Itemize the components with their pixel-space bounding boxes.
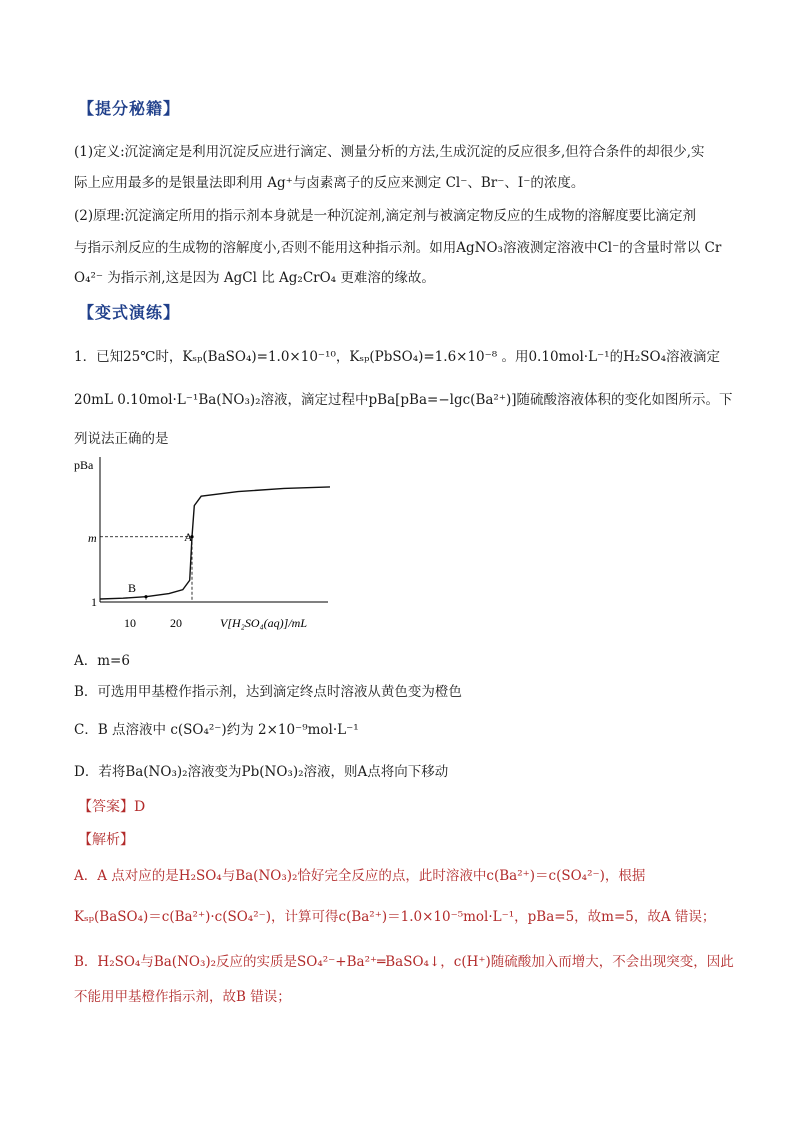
analysis-label: 【解析】: [78, 832, 134, 848]
y-tick-label-1: 1: [91, 595, 97, 609]
section-title-tips: 【提分秘籍】: [78, 99, 181, 118]
point-b-label: B: [128, 581, 137, 595]
option-a: A．m=6: [74, 653, 130, 669]
section-title-practice: 【变式演练】: [78, 303, 181, 322]
analysis-b-line-1: B．H₂SO₄与Ba(NO₃)₂反应的实质是SO₄²⁻+Ba²⁺═BaSO₄↓，c(H⁺)随硫酸加入而增大，不会出现突变，因此: [74, 954, 734, 970]
question-line-2: 20mL 0.10mol·L⁻¹Ba(NO₃)₂溶液，滴定过程中pBa[pBa=−lgc(Ba²⁺)]随硫酸溶液体积的变化如图所示。下: [74, 392, 733, 408]
point-a-label: A: [184, 530, 193, 544]
principle-line-3: O₄²⁻ 为指示剂,这是因为 AgCl 比 Ag₂CrO₄ 更难溶的缘故。: [74, 270, 435, 286]
definition-line-2: 际上应用最多的是银量法即利用 Ag⁺与卤素离子的反应来测定 Cl⁻、Br⁻、I⁻的浓度。: [74, 175, 585, 191]
analysis-a-line-2: Kₛₚ(BaSO₄)＝c(Ba²⁺)·c(SO₄²⁻)，计算可得c(Ba²⁺)＝1.0×10⁻⁵mol·L⁻¹，pBa=5，故m=5，故A 错误；: [74, 909, 716, 925]
option-c: C．B 点溶液中 c(SO₄²⁻)约为 2×10⁻⁹mol·L⁻¹: [74, 722, 359, 738]
principle-line-1: (2)原理:沉淀滴定所用的指示剂本身就是一种沉淀剂,滴定剂与被滴定物反应的生成物的溶解度要比滴定剂: [74, 208, 696, 224]
option-b: B．可选用甲基橙作指示剂，达到滴定终点时溶液从黄色变为橙色: [74, 684, 462, 700]
x-tick-label-20: 20: [170, 616, 182, 630]
question-line-1: 1．已知25℃时，Kₛₚ(BaSO₄)=1.0×10⁻¹⁰，Kₛₚ(PbSO₄)=1.6×10⁻⁸ 。用0.10mol·L⁻¹的H₂SO₄溶液滴定: [74, 349, 720, 365]
titration-curve-chart: [70, 452, 340, 637]
definition-line-1: (1)定义:沉淀滴定是利用沉淀反应进行滴定、测量分析的方法,生成沉淀的反应很多,但符合条件的却很少,实: [74, 144, 705, 160]
option-d: D．若将Ba(NO₃)₂溶液变为Pb(NO₃)₂溶液，则A点将向下移动: [74, 764, 449, 780]
question-line-3: 列说法正确的是: [74, 431, 169, 447]
y-tick-label-m: m: [88, 531, 97, 545]
x-axis-label: V[H₂SO₄(aq)]/mL: [220, 616, 308, 630]
data-point-b: [144, 595, 147, 598]
x-tick-label-10: 10: [124, 616, 136, 630]
analysis-b-line-2: 不能用甲基橙作指示剂，故B 错误；: [74, 989, 291, 1005]
principle-line-2: 与指示剂反应的生成物的溶解度小,否则不能用这种指示剂。如用AgNO₃溶液测定溶液中Cl⁻的含量时常以 Cr: [74, 240, 722, 256]
answer-line: 【答案】D: [78, 799, 146, 815]
analysis-a-line-1: A．A 点对应的是H₂SO₄与Ba(NO₃)₂恰好完全反应的点，此时溶液中c(Ba²⁺)＝c(SO₄²⁻)，根据: [74, 868, 646, 884]
y-axis-label: pBa: [74, 458, 94, 472]
